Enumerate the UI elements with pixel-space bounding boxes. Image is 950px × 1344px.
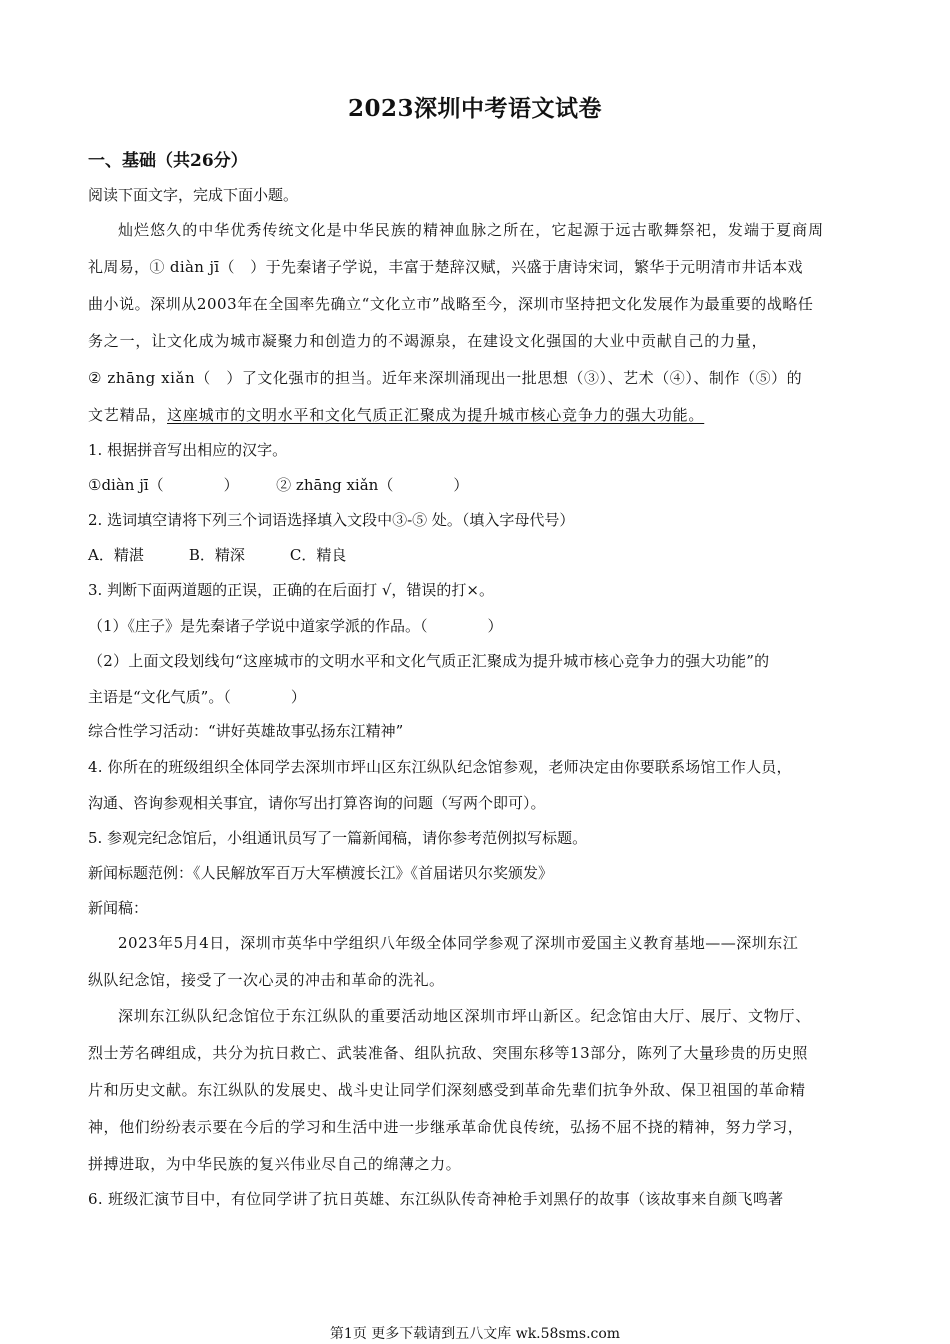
question-1: 1. 根据拼音写出相应的汉字。	[88, 441, 288, 459]
passage-line: 务之一，让文化成为城市凝聚力和创造力的不竭源泉，在建设文化强国的大业中贡献自己的力量，	[88, 332, 768, 350]
activity-heading: 综合性学习活动：“讲好英雄故事弘扬东江精神”	[88, 722, 404, 740]
news-paragraph-line: 烈士芳名碑组成，共分为抗日救亡、武装准备、组队抗敌、突围东移等13部分，陈列了大量珍贵的历史照	[88, 1044, 808, 1062]
underlined-sentence: 这座城市的文明水平和文化气质正汇聚成为提升城市核心竞争力的强大功能。	[167, 406, 705, 424]
question-4-cont: 沟通、咨询参观相关事宜，请你写出打算咨询的问题（写两个即可）。	[88, 794, 546, 812]
section-heading: 一、基础（共26分）	[88, 151, 248, 171]
question-3: 3. 判断下面两道题的正误，正确的在后面打 √，错误的打×。	[88, 581, 494, 599]
question-1-blanks: ①diàn jī（ ） ② zhāng xiǎn（ ）	[88, 476, 469, 494]
passage-line: 曲小说。深圳从2003年在全国率先确立“文化立市”战略至今，深圳市坚持把文化发展作为最重要的战略任	[88, 295, 814, 313]
instruction-text: 阅读下面文字，完成下面小题。	[88, 186, 299, 204]
news-paragraph-line: 神，他们纷纷表示要在今后的学习和生活中进一步继承革命优良传统，弘扬不屈不挠的精神，努力学习，	[88, 1118, 804, 1136]
news-paragraph-line: 拼搏进取，为中华民族的复兴伟业尽自己的绵薄之力。	[88, 1155, 462, 1173]
news-title-example: 新闻标题范例：《人民解放军百万大军横渡长江》《首届诺贝尔奖颁发》	[88, 864, 554, 882]
question-2: 2. 选词填空请将下列三个词语选择填入文段中③-⑤ 处。（填入字母代号）	[88, 511, 575, 529]
question-5: 5. 参观完纪念馆后，小组通讯员写了一篇新闻稿，请你参考范例拟写标题。	[88, 829, 588, 847]
news-paragraph-line: 片和历史文献。东江纵队的发展史、战斗史让同学们深刻感受到革命先辈们抗争外敌、保卫祖国的革命精	[88, 1081, 806, 1099]
passage-text: 文艺精品，	[88, 406, 168, 424]
question-3-item-2: （2）上面文段划线句“这座城市的文明水平和文化气质正汇聚成为提升城市核心竞争力的强大功能”的	[88, 652, 770, 670]
passage-line	[88, 404, 704, 425]
question-6: 6. 班级汇演节目中，有位同学讲了抗日英雄、东江纵队传奇神枪手刘黑仔的故事（该故事来自颜飞鸣著	[88, 1190, 784, 1208]
passage-line: 灿烂悠久的中华优秀传统文化是中华民族的精神血脉之所在，它起源于远古歌舞祭祀，发端于夏商周	[118, 221, 825, 239]
news-paragraph-line: 2023年5月4日，深圳市英华中学组织八年级全体同学参观了深圳市爱国主义教育基地——深圳东江	[118, 934, 799, 952]
passage-line: ② zhāng xiǎn（ ）了文化强市的担当。近年来深圳涌现出一批思想（③）、艺术（④）、制作（⑤）的	[88, 369, 803, 387]
passage-line: 礼周易，① diàn jī（ ）于先秦诸子学说，丰富于楚辞汉赋，兴盛于唐诗宋词，繁华于元明清市井话本戏	[88, 258, 803, 276]
news-paragraph-line: 深圳东江纵队纪念馆位于东江纵队的重要活动地区深圳市坪山新区。纪念馆由大厅、展厅、文物厅、	[118, 1007, 812, 1025]
page-title: 2023深圳中考语文试卷	[347, 95, 602, 122]
news-label: 新闻稿：	[88, 899, 149, 917]
question-3-item-2-cont: 主语是“文化气质”。（ ）	[88, 688, 306, 706]
question-2-options: A．精湛 B．精深 C．精良	[88, 546, 347, 564]
page-footer: 第1页 更多下载请到五八文库 wk.58sms.com	[329, 1326, 621, 1342]
question-3-item-1: （1）《庄子》是先秦诸子学说中道家学派的作品。（ ）	[88, 617, 503, 635]
question-4: 4. 你所在的班级组织全体同学去深圳市坪山区东江纵队纪念馆参观，老师决定由你要联系场馆工作人员，	[88, 758, 792, 776]
news-paragraph-line: 纵队纪念馆，接受了一次心灵的冲击和革命的洗礼。	[88, 971, 445, 989]
